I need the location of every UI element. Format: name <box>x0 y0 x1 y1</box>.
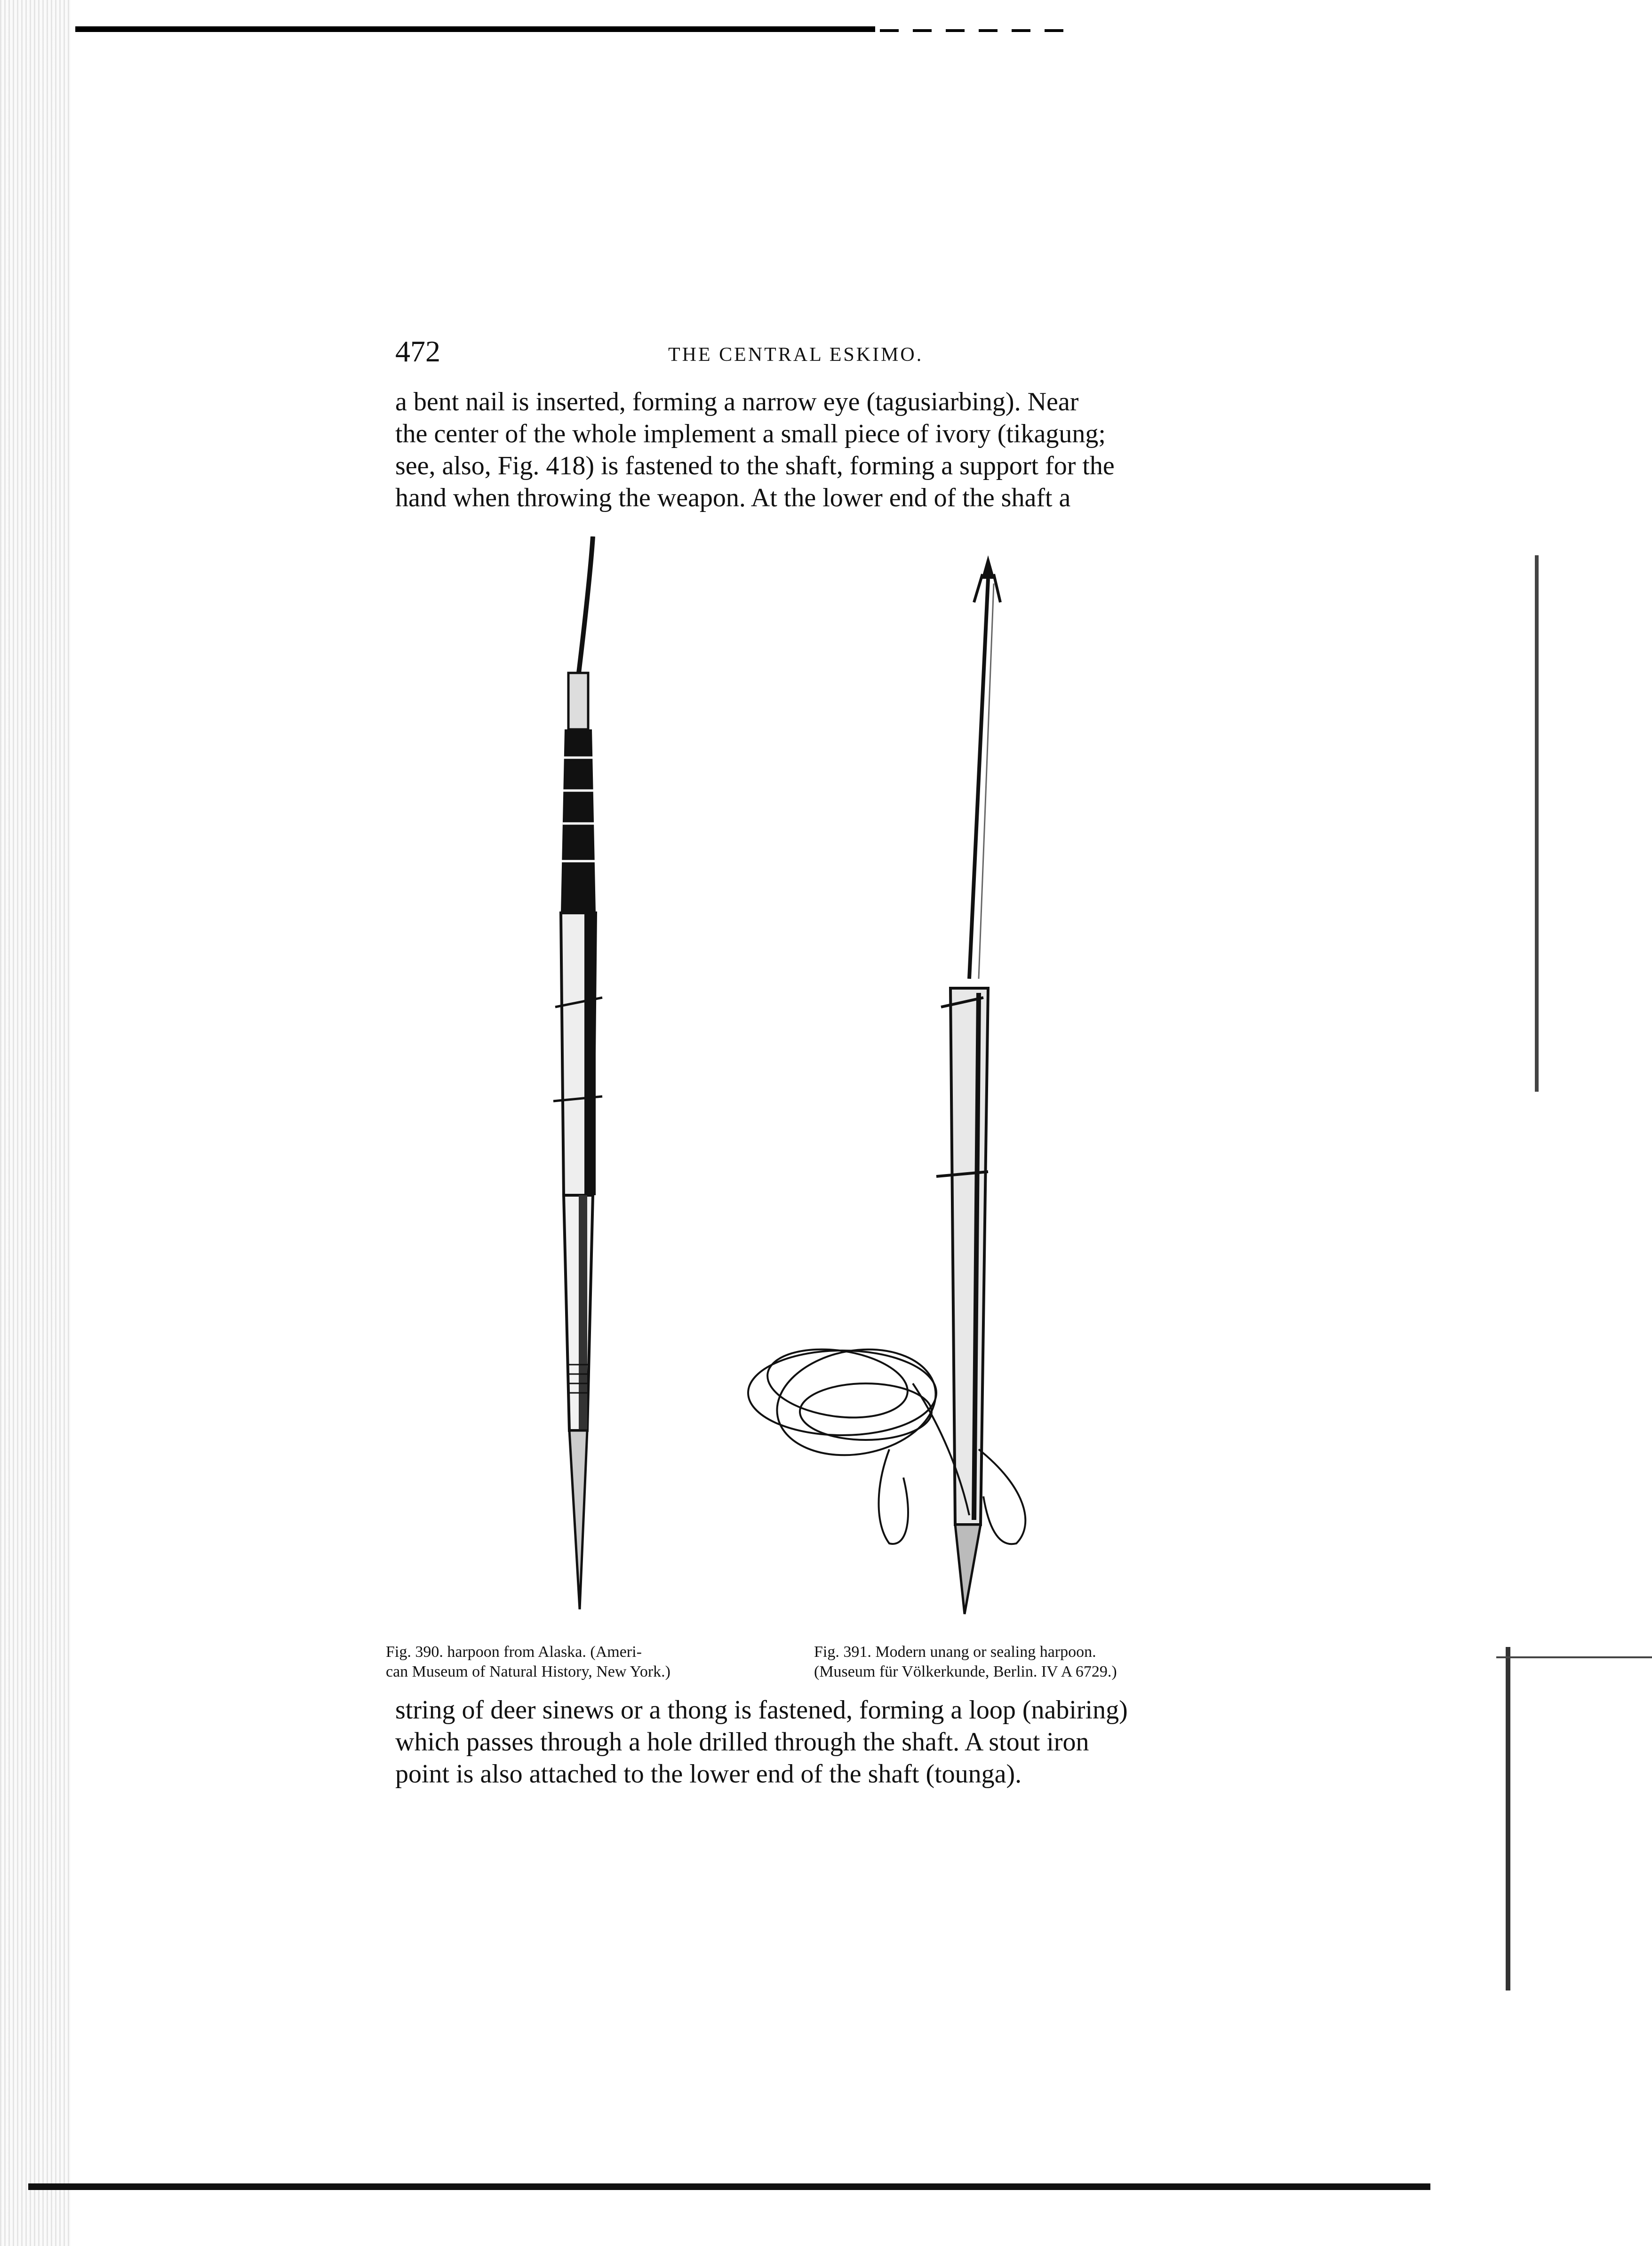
page-edge-shadow <box>0 0 71 2246</box>
text-line: string of deer sinews or a thong is fastened, forming a loop (nabiring) <box>395 1695 1128 1725</box>
paragraph-top <box>395 386 1223 514</box>
caption-line: can Museum of Natural History, New York.) <box>386 1663 670 1680</box>
right-margin-rule <box>1496 1656 1652 1658</box>
text-line: a bent nail is inserted, forming a narrow eye (tagusiarbing). Near <box>395 387 1079 416</box>
text-line: the center of the whole implement a small piece of ivory (tikagung; <box>395 419 1106 448</box>
text-line: see, also, Fig. 418) is fastened to the shaft, forming a support for the <box>395 451 1115 480</box>
caption-line: Fig. 390. harpoon from Alaska. (Ameri- <box>386 1643 642 1661</box>
figure-391-caption <box>814 1642 1117 1682</box>
page-number: 472 <box>395 335 440 368</box>
right-margin-mark <box>1535 555 1539 1092</box>
caption-line: (Museum für Völkerkunde, Berlin. IV A 6729.) <box>814 1663 1117 1680</box>
harpoon-illustration <box>508 536 649 1619</box>
paragraph-bottom <box>395 1694 1223 1790</box>
text-line: point is also attached to the lower end of the shaft (tounga). <box>395 1759 1022 1789</box>
sealing-harpoon-illustration <box>734 555 1073 1619</box>
bottom-scan-border <box>28 2183 1430 2190</box>
running-head: THE CENTRAL ESKIMO. <box>668 344 924 366</box>
figure-390-caption <box>386 1642 670 1682</box>
top-scan-border-dashed <box>880 29 1068 32</box>
text-line: hand when throwing the weapon. At the lower end of the shaft a <box>395 483 1071 512</box>
page-header <box>395 325 1233 376</box>
top-scan-border <box>75 26 875 32</box>
caption-line: Fig. 391. Modern unang or sealing harpoon. <box>814 1643 1096 1661</box>
text-line: which passes through a hole drilled through the shaft. A stout iron <box>395 1727 1089 1757</box>
right-margin-mark-lower <box>1506 1647 1510 1990</box>
